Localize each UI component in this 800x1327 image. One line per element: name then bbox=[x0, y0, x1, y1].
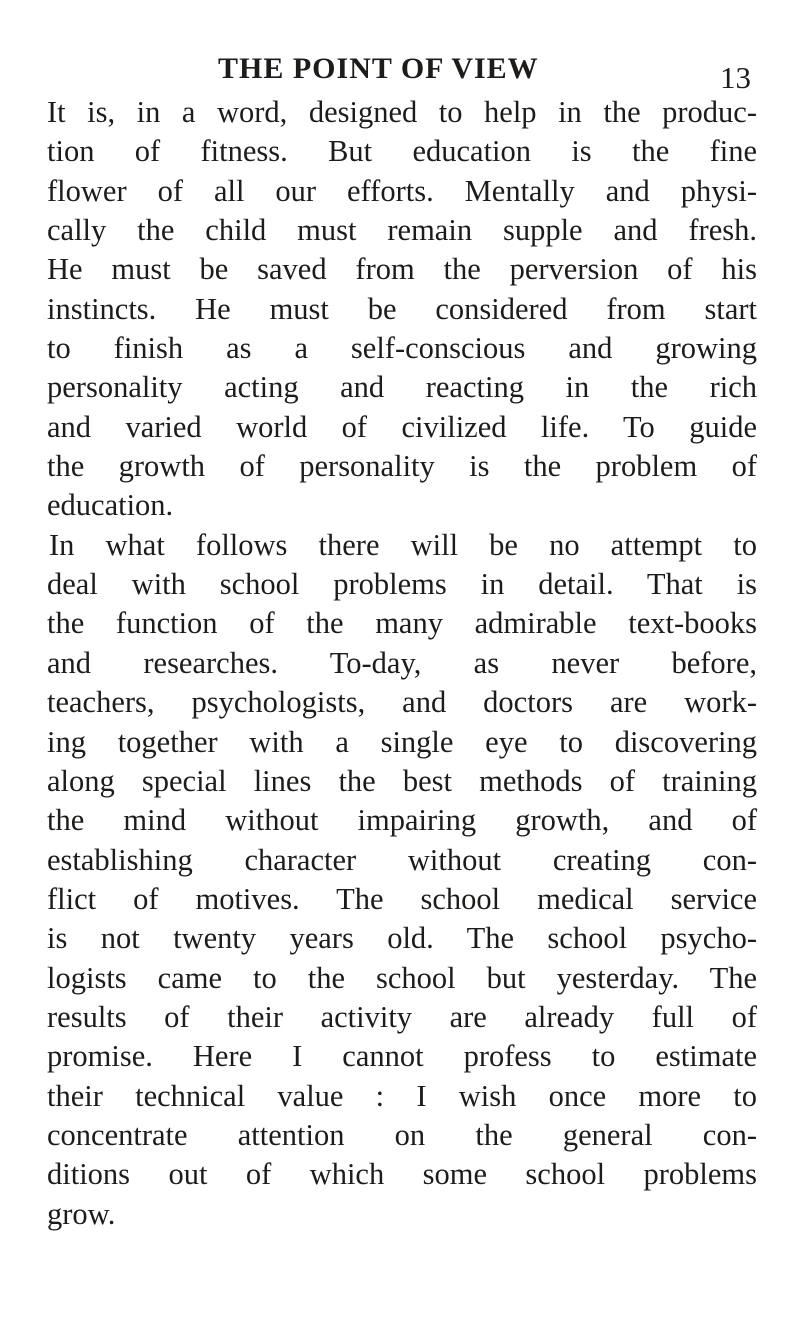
text-line: tion of fitness. But education is the fine bbox=[47, 134, 757, 169]
text-line: ditions out of which some school problems bbox=[47, 1157, 757, 1192]
page-number: 13 bbox=[720, 60, 751, 95]
text-line: flower of all our efforts. Mentally and physi- bbox=[47, 173, 757, 208]
text-line: their technical value : I wish once more to bbox=[47, 1078, 757, 1113]
text-line: personality acting and reacting in the rich bbox=[47, 370, 757, 405]
text-line: results of their activity are already full of bbox=[47, 999, 757, 1034]
text-line: ing together with a single eye to discovering bbox=[47, 724, 757, 759]
text-line: the growth of personality is the problem of bbox=[47, 449, 757, 484]
running-head bbox=[0, 52, 800, 95]
text-line: concentrate attention on the general con- bbox=[47, 1117, 757, 1152]
text-line: along special lines the best methods of training bbox=[47, 763, 757, 798]
text-line: promise. Here I cannot profess to estimate bbox=[47, 1039, 757, 1074]
text-line: grow. bbox=[47, 1196, 116, 1231]
text-line: establishing character without creating con- bbox=[47, 842, 757, 877]
text-line: cally the child must remain supple and fresh. bbox=[47, 213, 757, 248]
text-line: In what follows there will be no attempt to bbox=[49, 527, 757, 562]
text-line: is not twenty years old. The school psycho- bbox=[47, 921, 757, 956]
text-line: the mind without impairing growth, and of bbox=[47, 803, 757, 838]
text-line: and researches. To-day, as never before, bbox=[47, 645, 757, 680]
text-line: teachers, psychologists, and doctors are work- bbox=[47, 685, 757, 720]
text-line: deal with school problems in detail. That is bbox=[47, 567, 757, 602]
body-text bbox=[47, 93, 757, 1234]
text-line: He must be saved from the perversion of his bbox=[47, 252, 757, 287]
text-line: and varied world of civilized life. To guide bbox=[47, 409, 757, 444]
text-line: It is, in a word, designed to help in the produc- bbox=[47, 95, 757, 129]
text-line: to finish as a self-conscious and growing bbox=[47, 331, 757, 366]
text-line: logists came to the school but yesterday. The bbox=[47, 960, 757, 995]
paragraph-2 bbox=[47, 526, 757, 1234]
paragraph-1 bbox=[47, 93, 757, 526]
text-line: instincts. He must be considered from start bbox=[47, 291, 757, 326]
text-line: flict of motives. The school medical service bbox=[47, 881, 757, 916]
text-line: education. bbox=[47, 488, 174, 523]
text-line: the function of the many admirable text-books bbox=[47, 606, 757, 641]
running-title: THE POINT OF VIEW bbox=[218, 52, 539, 85]
